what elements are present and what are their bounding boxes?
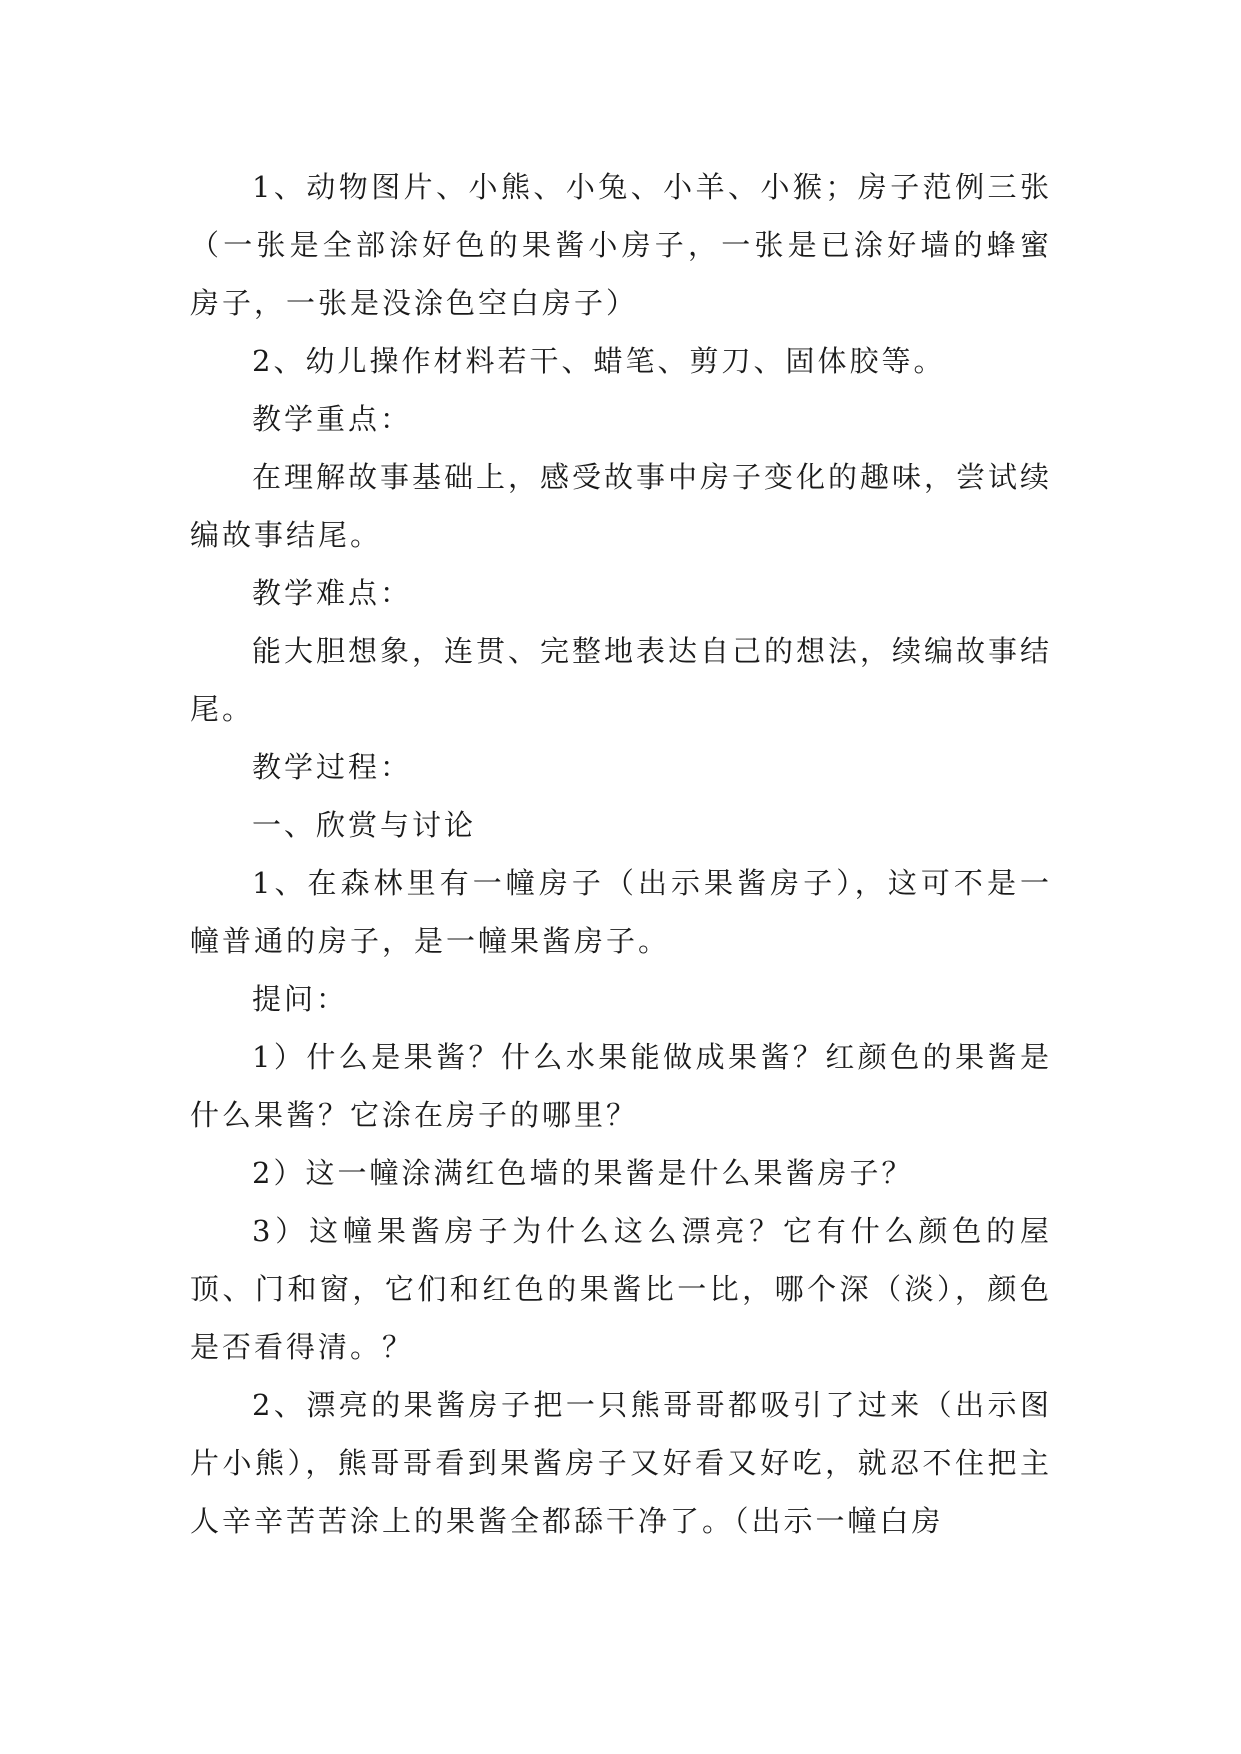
paragraph-question-3: 3）这幢果酱房子为什么这么漂亮？它有什么颜色的屋顶、门和窗，它们和红色的果酱比一比，哪个深（淡），颜色是否看得清。？ xyxy=(190,1214,1052,1364)
paragraph-teaching-difficulty: 能大胆想象，连贯、完整地表达自己的想法，续编故事结尾。 xyxy=(190,634,1053,726)
paragraph-step-2: 2、漂亮的果酱房子把一只熊哥哥都吸引了过来（出示图片小熊），熊哥哥看到果酱房子又好看又好吃，就忍不住把主人辛辛苦苦涂上的果酱全都舔干净了。（出示一幢白房 xyxy=(190,1388,1052,1538)
heading-section-1: 一、欣赏与讨论 xyxy=(252,808,477,842)
paragraph-step-1: 1、在森林里有一幢房子（出示果酱房子），这可不是一幢普通的房子，是一幢果酱房子。 xyxy=(190,866,1052,958)
paragraph-teaching-focus: 在理解故事基础上，感受故事中房子变化的趣味，尝试续编故事结尾。 xyxy=(190,460,1053,552)
document-body xyxy=(190,158,1052,1550)
paragraph-materials-2: 2、幼儿操作材料若干、蜡笔、剪刀、固体胶等。 xyxy=(252,344,946,378)
paragraph-question-1: 1）什么是果酱？什么水果能做成果酱？红颜色的果酱是什么果酱？它涂在房子的哪里？ xyxy=(190,1040,1052,1132)
paragraph-materials-1: 1、动物图片、小熊、小兔、小羊、小猴；房子范例三张（一张是全部涂好色的果酱小房子，一张是已涂好墙的蜂蜜房子，一张是没涂色空白房子） xyxy=(190,170,1052,320)
paragraph-question-2: 2）这一幢涂满红色墙的果酱是什么果酱房子？ xyxy=(252,1156,914,1190)
heading-teaching-difficulty: 教学难点： xyxy=(252,576,413,610)
heading-teaching-focus: 教学重点： xyxy=(252,402,413,436)
heading-questions: 提问： xyxy=(252,982,349,1016)
heading-teaching-process: 教学过程： xyxy=(252,750,413,784)
